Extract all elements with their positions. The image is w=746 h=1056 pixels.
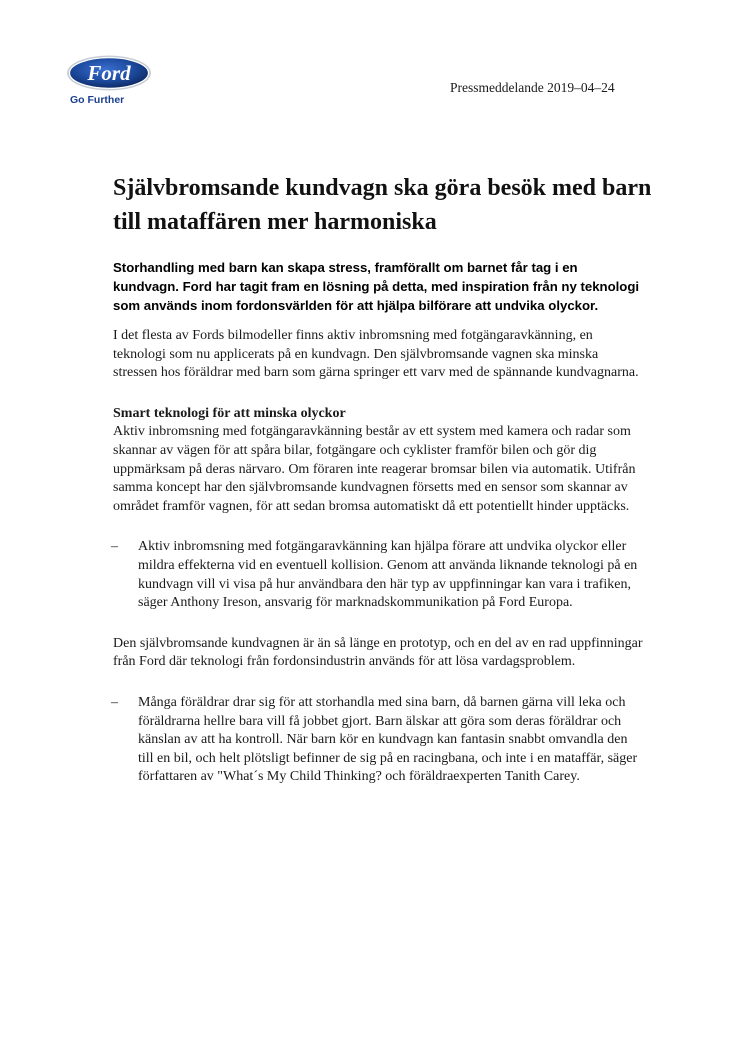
prototype-paragraph: Den självbromsande kundvagnen är än så länge en prototyp, och en del av en rad uppfinningar från Ford där teknologi från fordonsindustrin används för att lösa vardagsproblem. — [113, 635, 643, 670]
quote-dash: – — [111, 694, 118, 710]
quote-dash: – — [111, 539, 118, 555]
lead-paragraph: Storhandling med barn kan skapa stress, framförallt om barnet får tag i en kundvagn. Ford har tagit fram en lösning på detta, med inspiration från ny teknologi som används inom fordonsvärlden för att hjälpa bilförare att undvika olyckor. — [113, 260, 640, 313]
quote-block-ireson — [111, 538, 643, 612]
section-subheading: Smart teknologi för att minska olyckor — [113, 405, 346, 421]
quote-text-carey: Många föräldrar drar sig för att storhandla med sina barn, då barnen gärna vill leka och föräldrarna hellre bara vill få jobbet gjort. Barn älskar att göra som deras föräldrar och känslan av att ha kontroll. När barn kör en kundvagn kan fantasin snabbt omvandla den till en bil, och helt plötsligt befinner de sig på en racingbana, och inte i en mataffär, säger författaren av "What´s My Child Thinking? och föräldraexperten Tanith Carey. — [138, 694, 638, 785]
intro-paragraph: I det flesta av Fords bilmodeller finns aktiv inbromsning med fotgängaravkänning, en teknologi som nu applicerats på en kundvagn. Den självbromsande vagnen ska minska stressen hos föräldrar med barn som gärna springer ett varv med de spännande kundvagnarna. — [113, 328, 639, 381]
quote-block-carey — [111, 694, 643, 787]
page-title: Självbromsande kundvagn ska göra besök med barn till mataffären mer harmoniska — [113, 175, 652, 235]
tagline: Go Further — [70, 94, 125, 106]
article-body — [113, 258, 643, 809]
tech-paragraph: Aktiv inbromsning med fotgängaravkänning består av ett system med kamera och radar som skannar av vägen för att spåra bilar, fotgängare och cyklister framför bilen och gör dig uppmärksam på deras närvaro. Om föraren inte reagerar bromsar bilen via automatik. Utifrån samma koncept har den självbromsande kundvagnen försetts med en sensor som skannar av området framför vagnen, för att sedan bromsa automatiskt då ett potentiellt hinder upptäcks. — [113, 424, 636, 514]
press-release-date: Pressmeddelande 2019–04–24 — [450, 80, 615, 95]
ford-logo-text: Ford — [87, 61, 131, 85]
quote-text-ireson: Aktiv inbromsning med fotgängaravkänning kan hjälpa förare att undvika olyckor eller mildra effekterna vid en eventuell kollision. Genom att använda liknande teknologi på en kundvagn vill vi visa på hur användbara den här typ av uppfinningar kan vara i trafiken, säger Anthony Ireson, ansvarig för marknadskommunikation på Ford Europa. — [138, 539, 638, 611]
ford-logo — [66, 54, 152, 92]
